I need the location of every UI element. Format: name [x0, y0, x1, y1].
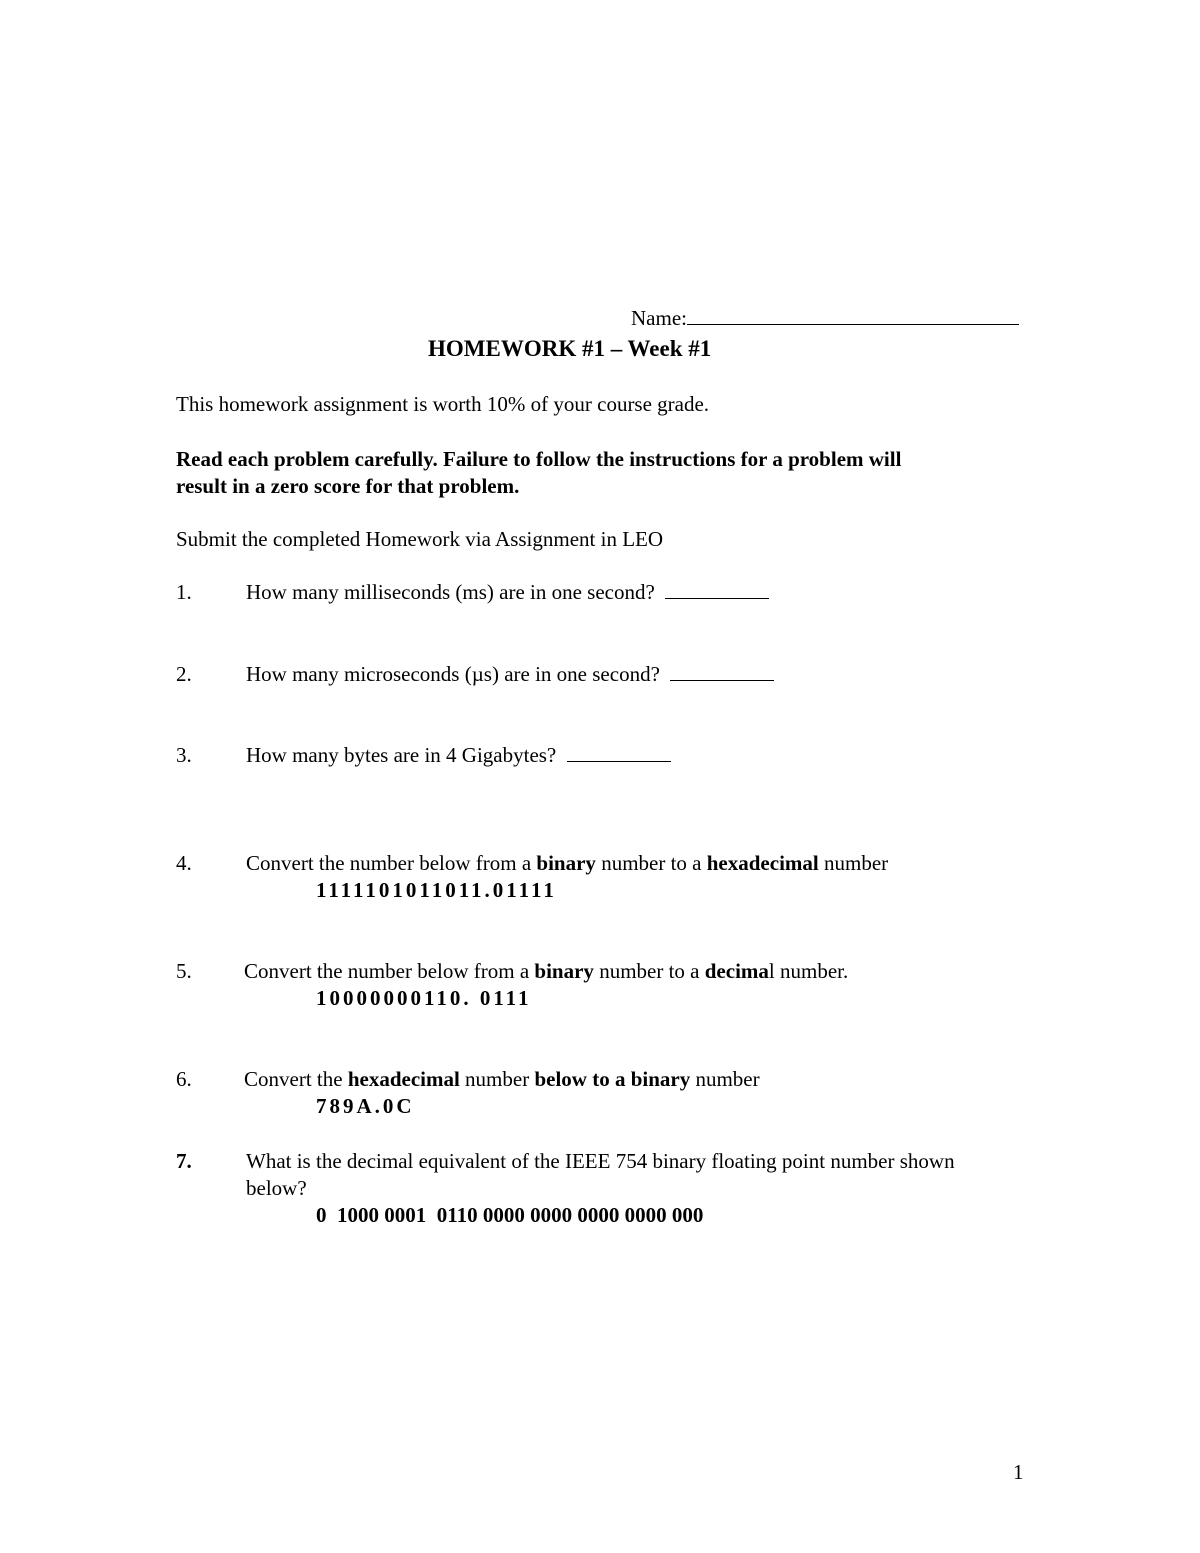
- question-number: 5.: [176, 959, 192, 983]
- question-7: [176, 1149, 1046, 1239]
- worth-text: This homework assignment is worth 10% of your course grade.: [176, 392, 710, 416]
- question-number: 2.: [176, 662, 192, 686]
- submit-text: Submit the completed Homework via Assignment in LEO: [176, 527, 664, 551]
- question-3: [176, 743, 1046, 773]
- question-1: [176, 580, 1046, 610]
- binary-value: 10000000110. 0111: [316, 986, 532, 1010]
- question-number: 6.: [176, 1067, 192, 1091]
- ieee754-value: 0 1000 0001 0110 0000 0000 0000 0000 000: [316, 1203, 704, 1227]
- question-number: 3.: [176, 743, 192, 767]
- binary-value: 1111101011011.01111: [316, 878, 557, 902]
- question-4: [176, 851, 1046, 911]
- question-5: [176, 959, 1046, 1019]
- question-text-line-1: What is the decimal equivalent of the IEEE 754 binary floating point number shown: [246, 1149, 955, 1173]
- page-title: HOMEWORK #1 – Week #1: [428, 336, 712, 361]
- name-label: Name:: [631, 306, 687, 330]
- question-number: 7.: [176, 1149, 192, 1173]
- question-text-line-2: below?: [246, 1176, 307, 1200]
- answer-blank[interactable]: [567, 761, 671, 762]
- question-text: Convert the number below from a binary number to a hexadecimal number: [246, 851, 889, 875]
- question-number: 4.: [176, 851, 192, 875]
- name-field: [631, 306, 1019, 331]
- page-number: 1: [1013, 1460, 1024, 1484]
- instructions-line-2: result in a zero score for that problem.: [176, 474, 520, 498]
- question-text: Convert the number below from a binary number to a decimal number.: [244, 959, 849, 983]
- question-text: Convert the hexadecimal number below to a binary number: [244, 1067, 760, 1091]
- question-text: How many bytes are in 4 Gigabytes?: [246, 743, 671, 768]
- instructions-line-1: Read each problem carefully. Failure to follow the instructions for a problem will: [176, 447, 902, 471]
- question-text: How many microseconds (µs) are in one second?: [246, 662, 774, 687]
- name-blank[interactable]: [687, 324, 1019, 325]
- question-text: How many milliseconds (ms) are in one second?: [246, 580, 769, 605]
- question-6: [176, 1067, 1046, 1127]
- hex-value: 789A.0C: [316, 1094, 415, 1118]
- question-number: 1.: [176, 580, 192, 604]
- answer-blank[interactable]: [665, 598, 769, 599]
- answer-blank[interactable]: [670, 680, 774, 681]
- question-2: [176, 662, 1046, 692]
